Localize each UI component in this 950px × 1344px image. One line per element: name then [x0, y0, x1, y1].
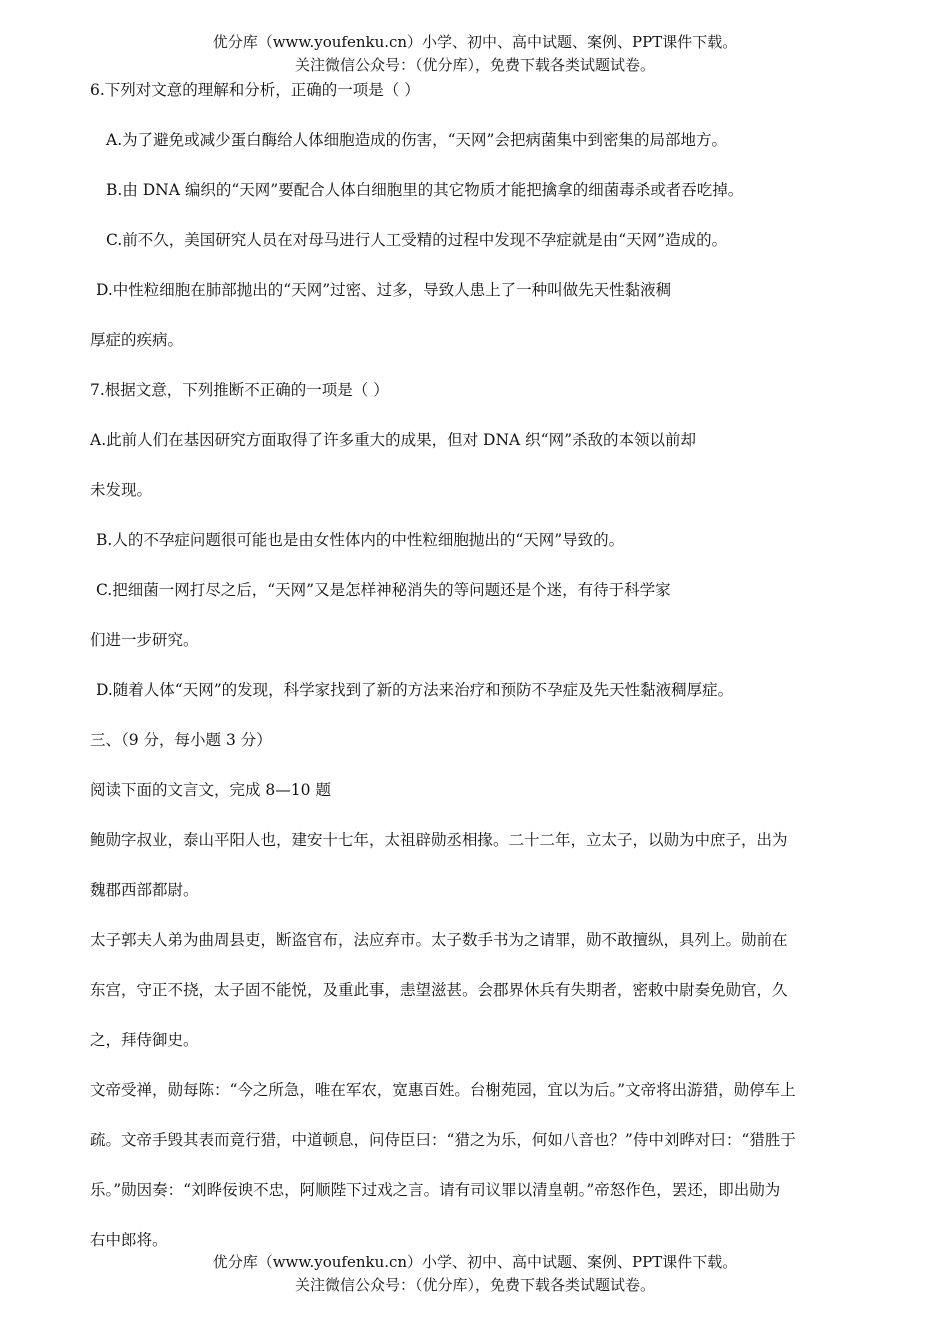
- question-7-option-a-cont: 未发现。: [90, 481, 153, 499]
- passage-line: 魏郡西部都尉。: [90, 881, 199, 899]
- question-7-option-d: D.随着人体“天网”的发现，科学家找到了新的方法来治疗和预防不孕症及先天性黏液稠厚症。: [96, 681, 734, 699]
- passage-line: 文帝受禅，勋每陈：“今之所急，唯在军农，宽惠百姓。台榭苑园，宜以为后。”文帝将出游猎，勋停车上: [90, 1081, 796, 1099]
- page-footer: [0, 1251, 950, 1297]
- footer-line-2: 关注微信公众号：（优分库），免费下载各类试题试卷。: [294, 1276, 655, 1294]
- passage-line: 乐。”勋因奏：“刘晔佞谀不忠，阿顺陛下过戏之言。请有司议罪以清皇朝。”帝怒作色，罢还，即出勋为: [90, 1181, 781, 1199]
- document-body: [90, 76, 880, 1276]
- passage-line: 鲍勋字叔业，泰山平阳人也，建安十七年，太祖辟勋丞相掾。二十二年，立太子，以勋为中庶子，出为: [90, 831, 788, 849]
- question-7-stem: 7.根据文意，下列推断不正确的一项是（ ）: [90, 381, 389, 399]
- header-line-1: 优分库（www.youfenku.cn）小学、初中、高中试题、案例、PPT课件下载。: [212, 33, 738, 51]
- question-7-option-c: C.把细菌一网打尽之后，“天网”又是怎样神秘消失的等问题还是个迷，有待于科学家: [96, 581, 671, 599]
- footer-line-1: 优分库（www.youfenku.cn）小学、初中、高中试题、案例、PPT课件下载。: [212, 1253, 738, 1271]
- passage-line: 右中郎将。: [90, 1231, 168, 1249]
- question-7-option-b: B.人的不孕症问题很可能也是由女性体内的中性粒细胞抛出的“天网”导致的。: [96, 531, 625, 549]
- passage-line: 太子郭夫人弟为曲周县吏，断盗官布，法应弃市。太子数手书为之请罪，勋不敢擅纵，具列上。勋前在: [90, 931, 788, 949]
- question-6-option-a: A.为了避免或减少蛋白酶给人体细胞造成的伤害，“天网”会把病菌集中到密集的局部地方。: [106, 131, 727, 149]
- question-6-option-c: C.前不久，美国研究人员在对母马进行人工受精的过程中发现不孕症就是由“天网”造成的。: [106, 231, 728, 249]
- question-6-stem: 6.下列对文意的理解和分析，正确的一项是（ ）: [90, 81, 420, 99]
- passage-line: 疏。文帝手毁其表而竟行猎，中道顿息，问侍臣曰：“猎之为乐，何如八音也？”侍中刘晔对曰：“猎胜于: [90, 1131, 796, 1149]
- passage-line: 之，拜侍御史。: [90, 1031, 199, 1049]
- question-6-option-d-cont: 厚症的疾病。: [90, 331, 184, 349]
- question-6-option-d: D.中性粒细胞在肺部抛出的“天网”过密、过多，导致人患上了一种叫做先天性黏液稠: [96, 281, 672, 299]
- section-3-instruction: 阅读下面的文言文，完成 8—10 题: [90, 781, 331, 799]
- question-7-option-c-cont: 们进一步研究。: [90, 631, 199, 649]
- passage-line: 东宫，守正不挠，太子固不能悦，及重此事，恚望滋甚。会郡界休兵有失期者，密敕中尉奏免勋官，久: [90, 981, 788, 999]
- question-6-option-b: B.由 DNA 编织的“天网”要配合人体白细胞里的其它物质才能把擒拿的细菌毒杀或者吞吃掉。: [106, 181, 744, 199]
- question-7-option-a: A.此前人们在基因研究方面取得了许多重大的成果，但对 DNA 织“网”杀敌的本领以前却: [90, 431, 697, 449]
- section-3-heading: 三、（9 分，每小题 3 分）: [90, 731, 272, 749]
- header-line-2: 关注微信公众号：（优分库），免费下载各类试题试卷。: [294, 56, 655, 74]
- page-header: [0, 31, 950, 77]
